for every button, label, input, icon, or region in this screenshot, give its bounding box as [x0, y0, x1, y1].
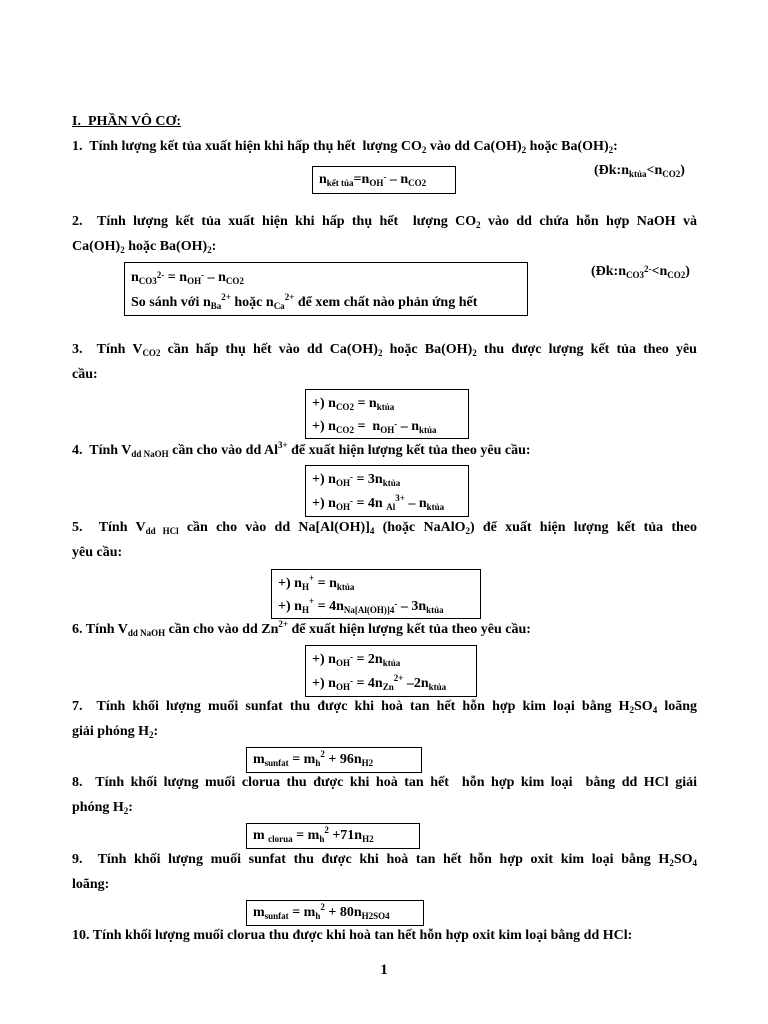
formula-6a: +) $n_{OH^-} = 2n_{ktủa}$ — [312, 652, 401, 668]
formula-box-4 — [305, 465, 469, 517]
item-6: 6. Tính $V_{dd NaOH}$ cần cho vào dd $Zn^{2+}$ để xuất hiện lượng kết tủa theo yêu cầu: — [72, 619, 531, 638]
condition-1: $(Đk:n_{ktủa}<n_{CO2})$ — [594, 163, 685, 179]
formula-box-9 — [246, 900, 424, 926]
formula-box-2 — [124, 262, 528, 316]
formula-4b: +) $n_{OH^-} = 4n$ $_{Al}^{3+} - n_{ktủa}$ — [312, 493, 445, 512]
formula-box-1 — [312, 166, 456, 194]
item-2-line-2: $Ca(OH)_2$ hoặc $Ba(OH)_2$: — [72, 239, 217, 255]
item-10: 10. Tính khối lượng muối clorua thu được khi hoà tan hết hỗn hợp oxit kim loại bằng dd HCl: — [72, 928, 633, 943]
item-5-line-1: 5. Tính $V_{dd HCl}$ cần cho vào dd $Na[Al(OH)]_4$ (hoặc NaAlO$_2$) để xuất hiện lượng kết tủa theo — [72, 520, 697, 536]
formula-5a: +) $n_H^+ = n_{ktủa}$ — [278, 573, 355, 592]
item-9-line-1: 9. Tính khối lượng muối sunfat thu được khi hoà tan hết hỗn hợp oxit kim loại bằng $H_2SO_4$ — [72, 852, 697, 868]
item-2-line-1: 2. Tính lượng kết tủa xuất hiện khi hấp thụ hết lượng $CO_2$ vào dd chứa hỗn hợp NaOH và — [72, 214, 698, 230]
formula-4a: +) $n_{OH^-} = 3n_{ktủa}$ — [312, 472, 401, 488]
item-3-line-2: cầu: — [72, 367, 98, 382]
item-5-line-2: yêu cầu: — [72, 545, 123, 560]
section-title: I. PHẦN VÔ CƠ: — [72, 114, 182, 129]
formula-box-3 — [305, 389, 469, 439]
formula-8: m $_{clorua} = m_h^2 +71n_{H2}$ — [253, 825, 374, 844]
formula-9: $m_{sunfat} = m_h^2 + 80n_{H2SO4}$ — [253, 902, 390, 921]
formula-2b: So sánh với $n_{Ba}^{2+}$ hoặc $n_{Ca}^{2+}$ để xem chất nào phản ứng hết — [131, 292, 478, 311]
item-8-line-1: 8. Tính khối lượng muối clorua thu được khi hoà tan hết hỗn hợp kim loại bằng dd HCl giải — [72, 775, 697, 790]
item-7-line-2: giải phóng $H_2$: — [72, 724, 159, 740]
condition-2: $(Đk:n_{CO3^{2-}}<n_{CO2})$ — [591, 264, 690, 280]
formula-7: $m_{sunfat} = m_h^2 + 96n_{H2}$ — [253, 749, 374, 768]
formula-2a: $n_{CO3^{2-}} = n_{OH^-} - n_{CO2}$ — [131, 270, 244, 286]
item-8-line-2: phóng $H_2$: — [72, 800, 133, 816]
item-7-line-1: 7. Tính khối lượng muối sunfat thu được khi hoà tan hết hỗn hợp kim loại bằng $H_2SO_4$ loãng — [72, 699, 697, 715]
formula-box-5 — [271, 569, 481, 619]
formula-box-8 — [246, 823, 420, 849]
formula-box-6 — [305, 645, 477, 697]
item-9-line-2: loãng: — [72, 877, 110, 892]
formula-5b: +) $n_H^+ = 4n_{Na[Al(OH)]4^-} - 3n_{ktủa}$ — [278, 596, 444, 615]
page-number: 1 — [380, 962, 388, 978]
formula-6b: +) $n_{OH^-} = 4n_{Zn}^{2+}$ $-2n_{ktủa}$ — [312, 673, 447, 692]
item-1: 1. Tính lượng kết tủa xuất hiện khi hấp thụ hết lượng $CO_2$ vào dd $Ca(OH)_2$ hoặc $Ba(OH)_2$: — [72, 139, 618, 155]
formula-3a: +) $n_{CO2} = n_{ktủa}$ — [312, 396, 395, 412]
formula-1: $n_{kết tủa}=n_{OH^-} - n_{CO2}$ — [319, 172, 427, 188]
formula-3b: +) $n_{CO2} = n_{OH^-} - n_{ktủa}$ — [312, 419, 437, 435]
item-4: 4. Tính $V_{dd NaOH}$ cần cho vào dd $Al^{3+}$ để xuất hiện lượng kết tủa theo yêu cầu: — [72, 440, 531, 459]
item-3-line-1: 3. Tính $V_{CO2}$ cần hấp thụ hết vào dd $Ca(OH)_2$ hoặc $Ba(OH)_2$ thu được lượng kết tủa theo yêu — [72, 342, 697, 358]
formula-box-7 — [246, 747, 422, 773]
